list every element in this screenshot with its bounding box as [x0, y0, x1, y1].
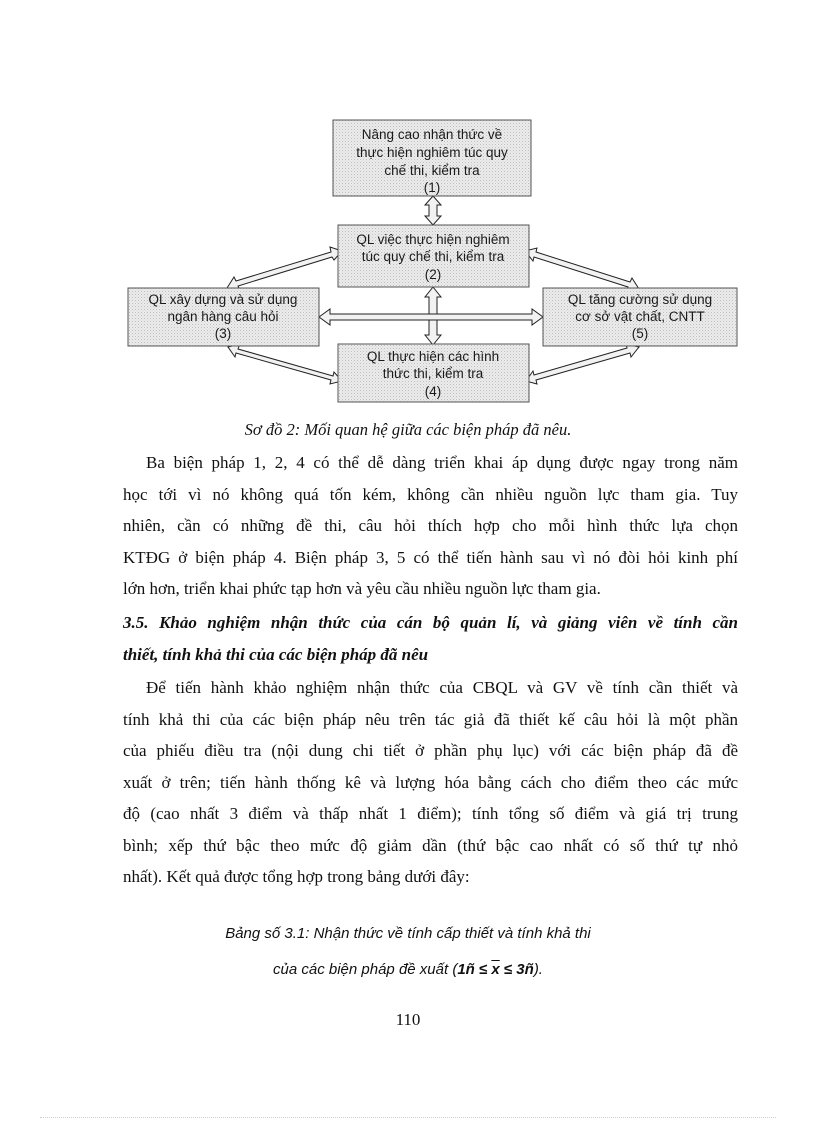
box-1-line-1: Nâng cao nhận thức về	[361, 127, 503, 142]
arrow-4-5	[526, 344, 639, 384]
box-5-line-2: cơ sở vật chất, CNTT	[575, 309, 705, 324]
box-2-line-2: túc quy chế thi, kiểm tra	[361, 249, 505, 264]
paragraph-1-line: KTĐG ở biện pháp 4. Biện pháp 3, 5 có thể tiến hành sau vì nó đòi hỏi kinh phí	[123, 547, 738, 567]
formula-x-bar: $\overline{x}$	[491, 961, 500, 978]
arrow-3-4	[228, 344, 342, 384]
section-heading-line: 3.5. Khảo nghiệm nhận thức của cán bộ quản lí, và giảng viên về tính cần	[123, 613, 738, 632]
relationship-diagram	[0, 0, 816, 420]
box-4-line-3: (4)	[424, 384, 442, 399]
section-heading	[123, 607, 738, 670]
box-3-line-1: QL xây dựng và sử dụng	[148, 292, 298, 307]
table-caption-suffix: ).	[533, 961, 543, 978]
arrow-3-2	[227, 247, 342, 290]
formula-left: 1ñ ≤	[457, 961, 492, 978]
box-4-line-1: QL thực hiện các hình	[366, 349, 500, 364]
paragraph-2-line: bình; xếp thứ bậc theo mức độ giảm dần (thứ bậc cao nhất có số thứ tự nhỏ	[123, 835, 738, 855]
table-caption-line-2	[0, 961, 816, 978]
section-heading-line: thiết, tính khả thi của các biện pháp đã nêu	[123, 644, 429, 664]
footer-divider	[40, 1117, 776, 1118]
paragraph-1-line: Ba biện pháp 1, 2, 4 có thể dễ dàng triển khai áp dụng được ngay trong năm	[146, 453, 738, 472]
box-5-line-3: (5)	[631, 326, 649, 341]
paragraph-2-line: tính khả thi của các biện pháp nêu trên tác giả đã thiết kế câu hỏi là một phần	[123, 709, 738, 729]
box-4-line-2: thức thi, kiểm tra	[382, 366, 484, 381]
arrow-1-2	[425, 196, 441, 225]
paragraph-2-line: nhất). Kết quả được tổng hợp trong bảng dưới đây:	[123, 867, 470, 886]
table-caption-line-1: Bảng số 3.1: Nhận thức về tính cấp thiết và tính khả thi	[225, 925, 591, 942]
box-1-line-2: thực hiện nghiêm túc quy	[356, 145, 508, 160]
paragraph-2-line: độ (cao nhất 3 điểm và thấp nhất 1 điểm); tính tổng số điểm và giá trị trung	[123, 804, 738, 823]
box-2-line-3: (2)	[424, 267, 442, 282]
box-1-line-3: chế thi, kiểm tra	[384, 163, 480, 178]
table-caption-prefix: của các biện pháp đề xuất (	[273, 961, 458, 978]
paragraph-1-line: lớn hơn, triển khai phức tạp hơn và yêu cầu nhiều nguồn lực tham gia.	[123, 579, 601, 598]
formula-right: ≤ 3ñ	[499, 961, 534, 978]
box-3-line-2: ngân hàng câu hỏi	[167, 309, 279, 324]
paragraph-2	[123, 672, 738, 893]
box-5-line-1: QL tăng cường sử dụng	[567, 292, 713, 307]
paragraph-1-line: nhiên, cần có những đề thi, câu hỏi thích hợp cho mỗi hình thức lựa chọn	[123, 516, 738, 535]
box-1-line-4: (1)	[423, 180, 441, 195]
paragraph-1-line: học tới vì nó không quá tốn kém, không cần nhiều nguồn lực tham gia. Tuy	[123, 484, 738, 504]
box-2-line-1: QL việc thực hiện nghiêm	[356, 232, 510, 247]
diagram-caption: Sơ đồ 2: Mối quan hệ giữa các biện pháp đã nêu.	[244, 420, 572, 439]
paragraph-1	[123, 447, 738, 605]
box-3-line-3: (3)	[214, 326, 232, 341]
paragraph-2-line: xuất ở trên; tiến hành thống kê và lượng hóa bằng cách cho điểm theo các mức	[123, 772, 738, 792]
arrow-2-5	[525, 248, 639, 291]
paragraph-2-line: của phiếu điều tra (nội dung chi tiết ở phần phụ lục) với các biện pháp đã đề	[123, 741, 738, 760]
paragraph-2-line: Để tiến hành khảo nghiệm nhận thức của CBQL và GV về tính cần thiết và	[146, 678, 738, 697]
page-number: 110	[395, 1010, 421, 1029]
